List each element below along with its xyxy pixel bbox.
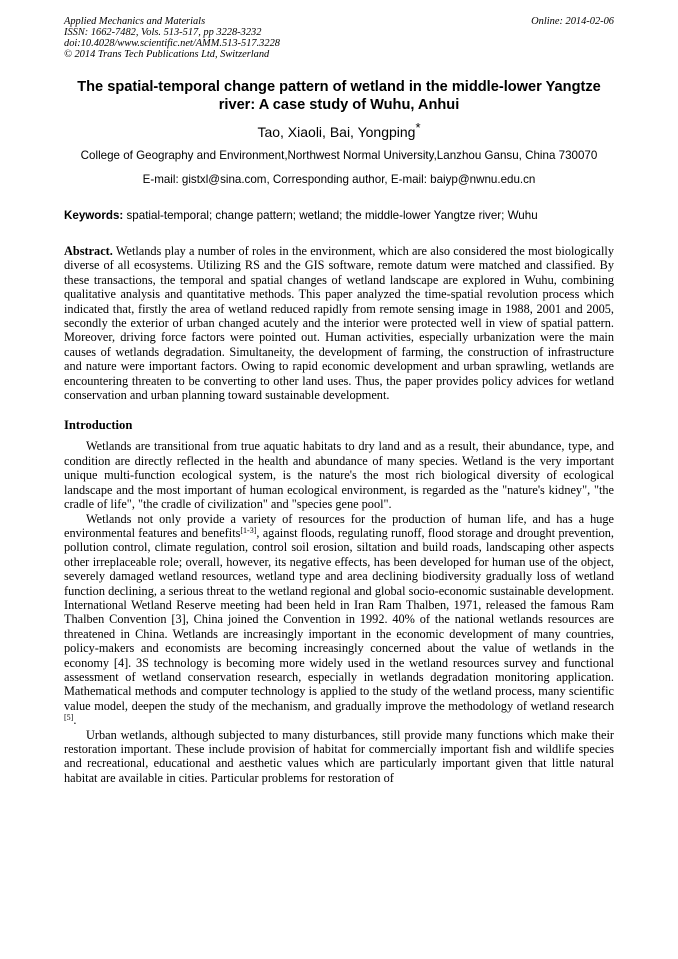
abstract-label: Abstract. xyxy=(64,244,113,258)
citation-ref: [5] xyxy=(64,713,74,723)
intro-p2-text-c: . xyxy=(73,713,77,728)
citation-ref: [1-3] xyxy=(240,525,257,535)
doi-line: doi:10.4028/www.scientific.net/AMM.513-517.3228 xyxy=(64,38,280,49)
introduction-heading: Introduction xyxy=(64,418,133,433)
copyright-line: © 2014 Trans Tech Publications Ltd, Switzerland xyxy=(64,49,270,60)
keywords xyxy=(64,208,614,223)
online-date: Online: 2014-02-06 xyxy=(531,16,614,27)
corresponding-mark: * xyxy=(415,120,421,135)
issn-line: ISSN: 1662-7482, Vols. 513-517, pp 3228-3232 xyxy=(64,27,262,38)
journal-name: Applied Mechanics and Materials xyxy=(64,16,206,27)
abstract xyxy=(64,244,614,402)
keywords-label: Keywords: xyxy=(64,209,124,222)
abstract-text: Wetlands play a number of roles in the environment, which are also considered the most biologically diverse of all ecosystems. Utilizing RS and the GIS software, remote datum were matched and classified. By these transactions, the temporal and spatial changes of wetland landscape are explored in Wuhu, combining qualitative analysis and quantitative methods. This paper analyzed the time-spatial revolution process which indicated that, firstly the area of wetland reduced rapidly from remote sensing image in 1988, 2001 and 2005, secondly the exterior of urban changed acutely and the interior were protected well in view of spatial pattern. Moreover, driving force factors were pointed out. Human activities, especially urbanization were the main causes of wetlands degradation. Simultaneity, the development of farming, the construction of infrastructure and nature were important factors. Owing to rapid economic development and urban sprawling, wetlands are encountering threaten to be converting to other land uses. Thus, the paper provides policy advices for wetland conservation and urban planning toward sustainable development. xyxy=(64,244,614,403)
intro-paragraph-1: Wetlands are transitional from true aquatic habitats to dry land and as a result, their abundance, type, and condition are directly reflected in the health and abundance of many species. Wetland is the very important unique multi-function ecological system, is the nature's the most rich biological diversity of ecological landscape and the most important of human ecological environment, is regarded as the "nature's kidney", "the cradle of life", "the cradle of civilization" and "species gene pool". xyxy=(64,439,614,512)
intro-paragraph-2 xyxy=(64,512,614,728)
journal-header xyxy=(64,16,614,60)
email-line: E-mail: gistxl@sina.com, Corresponding author, E-mail: baiyp@nwnu.edu.cn xyxy=(142,173,536,186)
paper-title: The spatial-temporal change pattern of wetland in the middle-lower Yangtze river: A case study of Wuhu, Anhui xyxy=(77,79,601,113)
intro-paragraph-3: Urban wetlands, although subjected to many disturbances, still provide many functions which make their restoration important. These include provision of habitat for commercially important fish and wildlife species and recreational, educational and aesthetic values which are particularly important given that little natural habitat are available in cities. Particular problems for restoration of xyxy=(64,727,614,785)
intro-p2-text-b: , against floods, regulating runoff, flood storage and drought prevention, pollution control, climate regulation, control soil erosion, siltation and build roads, landscaping other aspects other irreplaceable role; overall, however, its negative effects, has been developed for human use of the object, severely damaged wetland resources, wetland type and area declining biodiversity gradually loss of wetland function declining, a serious threat to the wetland regional and global socio-economic sustainable development. International Wetland Reserve meeting had been held in Iran Ram Thalben, 1971, released the famous Ram Thalben Convention [3], China joined the Convention in 1992. 40% of the national wetlands resources are threatened in China. Wetlands are increasingly important in the economic development of many countries, policy-makers and economists are becoming increasingly concerned about the value of wetlands in the economy [4]. 3S technology is becoming more widely used in the wetland resources survey and functional assessment of wetland conservation research, especially in wetlands degradation monitoring application. Mathematical methods and computer technology is applied to the study of the wetland process, many scientific value model, deepen the study of the mechanism, and gradually improve the methodology of wetland research xyxy=(64,525,614,713)
keywords-text: spatial-temporal; change pattern; wetland; the middle-lower Yangtze river; Wuhu xyxy=(123,209,538,222)
affiliation: College of Geography and Environment,Northwest Normal University,Lanzhou Gansu, China 730070 xyxy=(80,149,598,162)
author-names: Tao, Xiaoli, Bai, Yongping xyxy=(257,124,416,140)
intro-p2-text-a: Wetlands not only provide a variety of resources for the production of human life, and has a huge environmental features and benefits xyxy=(64,511,614,540)
authors xyxy=(64,120,614,141)
